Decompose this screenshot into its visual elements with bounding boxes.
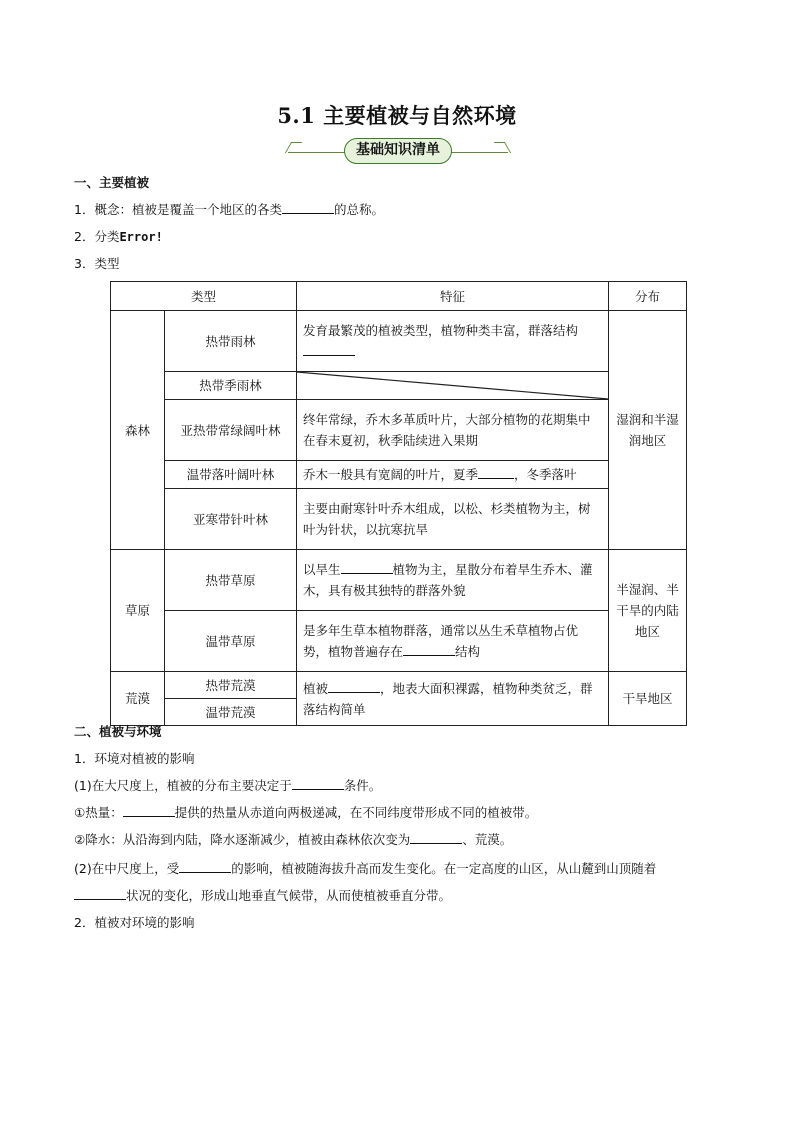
concept-text-b: 的总称。 — [333, 202, 384, 217]
type-name: 温带落叶阔叶林 — [165, 461, 297, 489]
table-row — [111, 461, 687, 489]
type-name: 热带季雨林 — [165, 372, 297, 400]
type-feature: 是多年生草本植物群落，通常以丛生禾草植物占优势，植物普遍存在 结构 — [297, 611, 609, 672]
table-header-row — [111, 282, 687, 311]
type-feature: 主要由耐寒针叶乔木组成，以松、杉类植物为主，树叶为针状，以抗寒抗旱 — [297, 489, 609, 550]
paragraph-line: (2)在中尺度上，受 的影响，植被随海拔升高而发生变化。在一定高度的山区，从山麓到山顶随着 — [74, 861, 657, 876]
table-row — [111, 489, 687, 550]
distribution-forest: 湿润和半湿润地区 — [609, 311, 687, 550]
distribution-grassland: 半湿润、半干旱的内陆地区 — [609, 550, 687, 672]
section2-heading: 二、植被与环境 — [74, 724, 162, 739]
paragraph-line: ②降水：从沿海到内陆，降水逐渐减少，植被由森林依次变为 、荒漠。 — [74, 832, 513, 847]
paragraph-line: ①热量： 提供的热量从赤道向两极递减，在不同纬度带形成不同的植被带。 — [74, 805, 538, 820]
concept-line — [74, 201, 384, 219]
blank — [292, 777, 344, 790]
type-name: 亚寒带针叶林 — [165, 489, 297, 550]
classify-text: 2．分类 — [74, 229, 120, 244]
banner-label: 基础知识清单 — [344, 138, 452, 164]
blank — [328, 680, 380, 693]
type-feature: 植被 ，地表大面积裸露，植物种类贫乏，群落结构简单 — [297, 672, 609, 726]
sub2-line: 2．植被对环境的影响 — [74, 915, 195, 930]
group-forest: 森林 — [111, 311, 165, 550]
paragraph-line: (1)在大尺度上，植被的分布主要决定于 条件。 — [74, 778, 382, 793]
diagonal-line — [297, 372, 608, 399]
blank — [179, 860, 231, 873]
classify-line — [74, 228, 163, 246]
table-row — [111, 672, 687, 699]
table-row — [111, 611, 687, 672]
type-feature: 发育最繁茂的植被类型，植物种类丰富，群落结构 — [297, 311, 609, 372]
type-name: 亚热带常绿阔叶林 — [165, 400, 297, 461]
type-feature: 以旱生 植物为主，星散分布着旱生乔木、灌木，具有极其独特的群落外貌 — [297, 550, 609, 611]
type-name: 热带荒漠 — [165, 672, 297, 699]
table-row — [111, 400, 687, 461]
type-feature: 终年常绿，乔木多革质叶片，大部分植物的花期集中在春末夏初，秋季陆续进入果期 — [297, 400, 609, 461]
header-distribution: 分布 — [609, 282, 687, 311]
paragraph-line: 状况的变化，形成山地垂直气候带，从而使植被垂直分带。 — [74, 887, 451, 905]
concept-text-a: 1．概念：植被是覆盖一个地区的各类 — [74, 202, 282, 217]
type-feature: 乔木一般具有宽阔的叶片，夏季 ，冬季落叶 — [297, 461, 609, 489]
group-desert: 荒漠 — [111, 672, 165, 726]
blank — [410, 831, 462, 844]
section-banner — [288, 138, 508, 164]
error-field: Error! — [119, 230, 163, 244]
section1-heading: 一、主要植被 — [74, 175, 150, 190]
header-type: 类型 — [111, 282, 297, 311]
distribution-desert: 干旱地区 — [609, 672, 687, 726]
diagonal-cell — [297, 372, 609, 400]
types-line: 3．类型 — [74, 256, 120, 271]
type-name: 热带草原 — [165, 550, 297, 611]
blank — [74, 887, 126, 900]
table-row — [111, 550, 687, 611]
blank — [341, 561, 393, 574]
sub1-line: 1．环境对植被的影响 — [74, 751, 195, 766]
type-name: 热带雨林 — [165, 311, 297, 372]
type-name: 温带荒漠 — [165, 699, 297, 726]
vegetation-table — [110, 281, 687, 726]
table-row — [111, 311, 687, 372]
blank — [303, 343, 355, 356]
page-title: 5.1 主要植被与自然环境 — [277, 103, 517, 128]
blank — [123, 804, 175, 817]
table-row — [111, 372, 687, 400]
blank — [282, 201, 334, 214]
blank — [478, 466, 514, 479]
group-grassland: 草原 — [111, 550, 165, 672]
blank — [403, 643, 455, 656]
header-feature: 特征 — [297, 282, 609, 311]
type-name: 温带草原 — [165, 611, 297, 672]
